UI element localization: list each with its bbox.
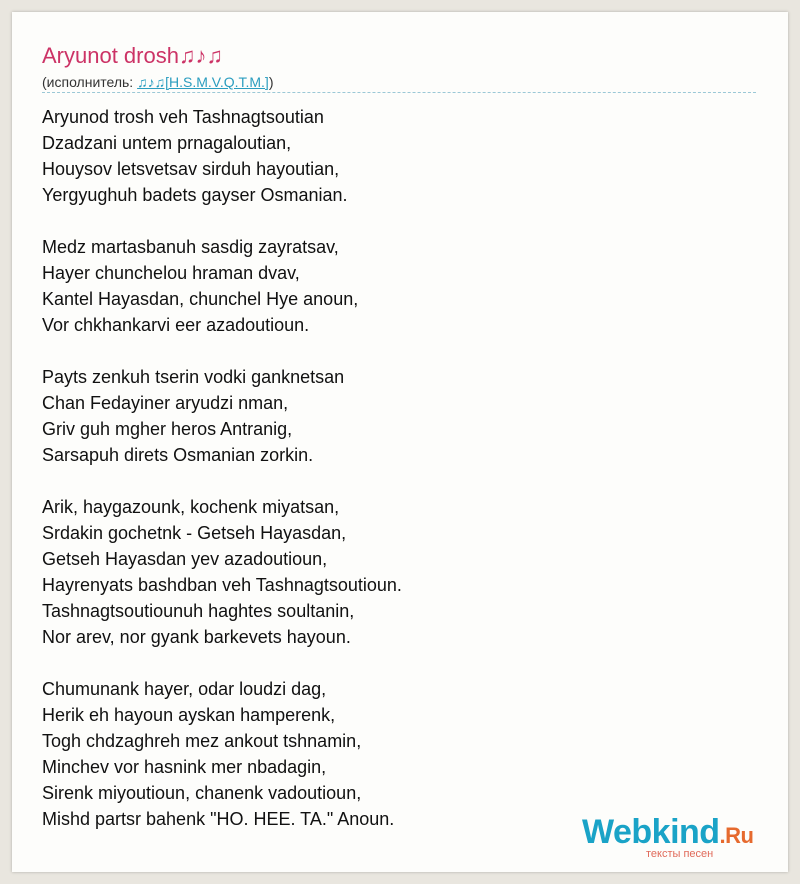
lyric-line: Chumunank hayer, odar loudzi dag, [42,679,327,699]
artist-prefix: (исполнитель: [42,74,138,90]
lyric-line: Payts zenkuh tserin vodki ganknetsan [42,367,345,387]
lyric-line: Nor arev, nor gyank barkevets hayoun. [42,627,351,647]
artist-link[interactable]: ♫♪♫[H.S.M.V.Q.T.M.] [137,74,269,90]
logo-tld: .Ru [719,823,754,848]
song-title: Aryunot drosh♫♪♫ [42,43,223,68]
stanza [42,364,402,468]
artist-suffix: ) [268,74,274,90]
logo-name: Webkind [582,813,720,851]
lyrics-body [42,104,402,832]
lyric-line: Medz martasbanuh sasdig zayratsav, [42,237,339,257]
lyric-line: Houysov letsvetsav sirduh hayoutian, [42,159,340,179]
lyric-line: Aryunod trosh veh Tashnagtsoutian [42,107,324,127]
lyric-line: Chan Fedayiner aryudzi nman, [42,393,289,413]
lyric-line: Srdakin gochetnk - Getseh Hayasdan, [42,523,347,543]
lyric-line: Vor chkhankarvi eer azadoutioun. [42,315,310,335]
lyric-line: Togh chdzaghreh mez ankout tshnamin, [42,731,362,751]
stanza [42,494,402,650]
lyric-line: Sirenk miyoutioun, chanenk vadoutioun, [42,783,362,803]
stanza [42,676,402,832]
lyric-line: Dzadzani untem prnagaloutian, [42,133,292,153]
lyric-line: Yergyughuh badets gayser Osmanian. [42,185,348,205]
lyric-line: Minchev vor hasnink mer nbadagin, [42,757,327,777]
lyric-line: Kantel Hayasdan, chunchel Hye anoun, [42,289,359,309]
site-logo[interactable] [582,812,782,862]
stanza [42,104,402,208]
logo-tagline: тексты песен [646,848,714,860]
lyric-line: Griv guh mgher heros Antranig, [42,419,293,439]
lyric-line: Sarsapuh direts Osmanian zorkin. [42,445,314,465]
lyric-line: Tashnagtsoutiounuh haghtes soultanin, [42,601,355,621]
stanza [42,234,402,338]
lyric-line: Getseh Hayasdan yev azadoutioun, [42,549,328,569]
header-divider [42,92,756,93]
artist-line [42,72,274,92]
lyric-line: Mishd partsr bahenk "HO. HEE. TA." Anoun. [42,809,395,829]
lyric-line: Hayrenyats bashdban veh Tashnagtsoutioun. [42,575,402,595]
content-card [12,12,788,872]
lyric-line: Hayer chunchelou hraman dvav, [42,263,300,283]
lyric-line: Herik eh hayoun ayskan hamperenk, [42,705,336,725]
lyric-line: Arik, haygazounk, kochenk miyatsan, [42,497,340,517]
